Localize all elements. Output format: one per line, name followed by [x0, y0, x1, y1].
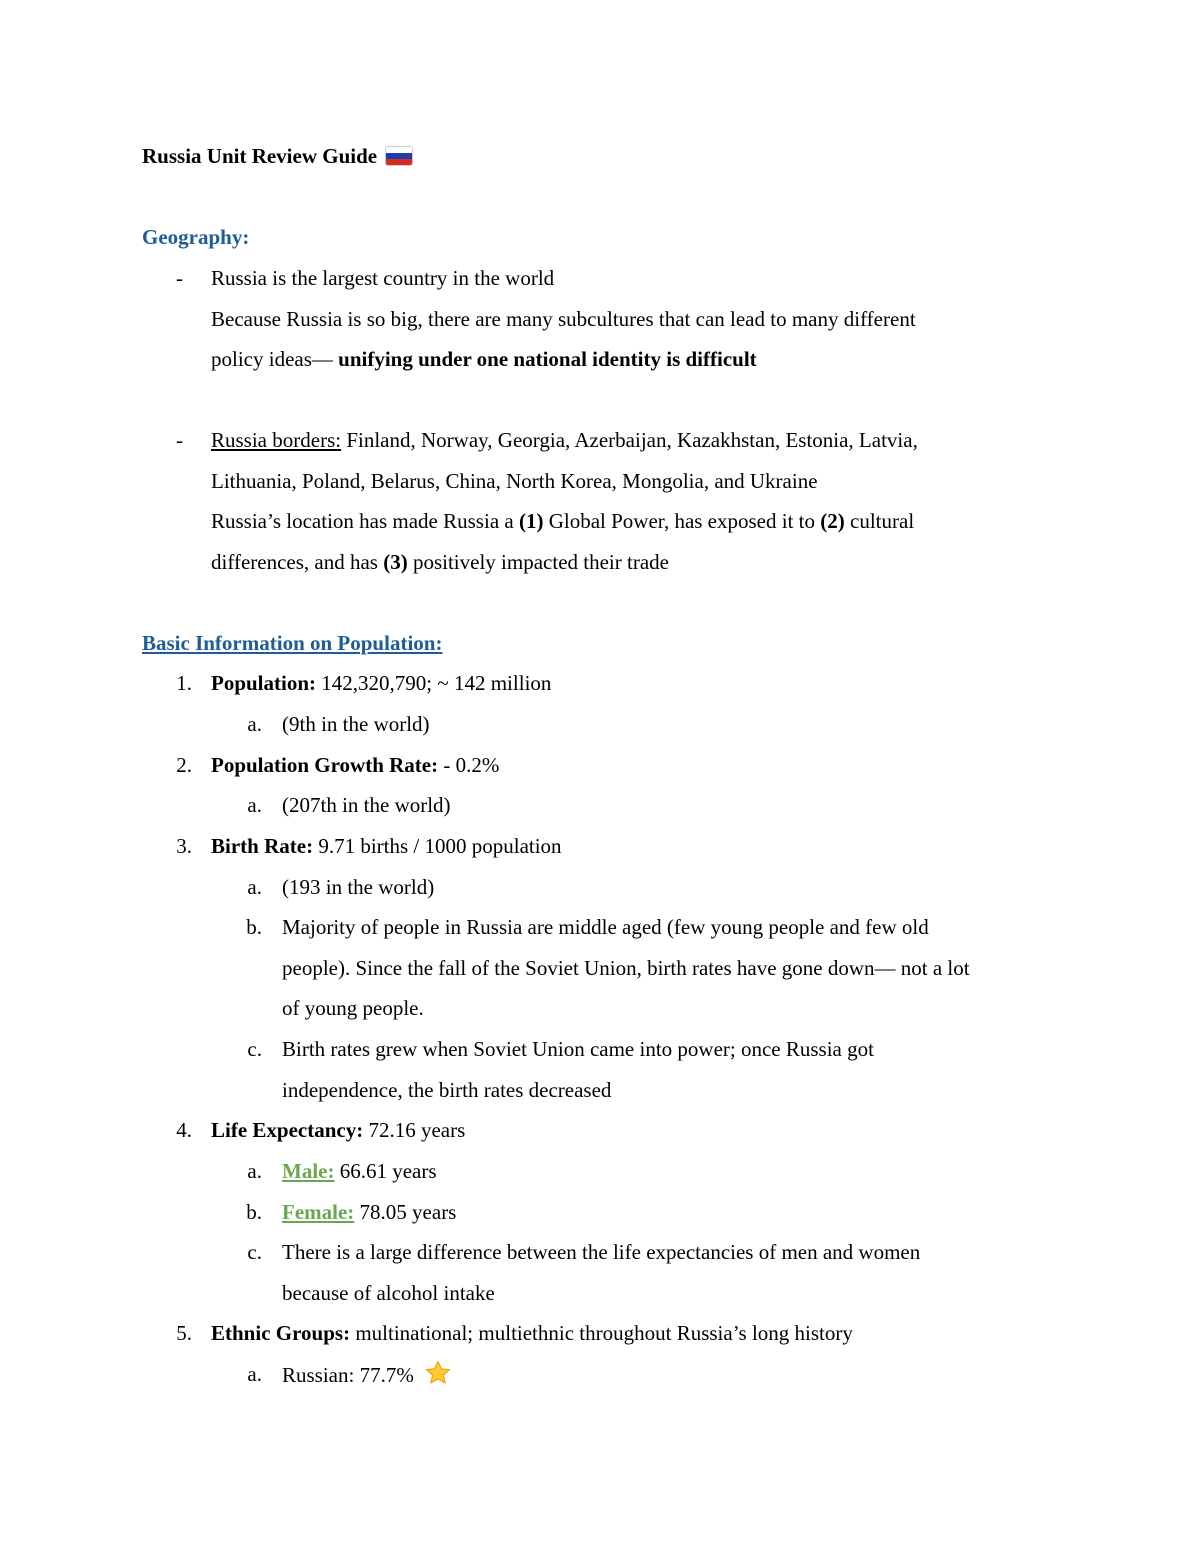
female-label: Female:: [282, 1200, 355, 1224]
geography-bullet-2-line-1: [211, 426, 918, 454]
list-item-life-expectancy: [211, 1116, 465, 1144]
sub-marker: c.: [247, 1037, 262, 1061]
number-marker: (1): [518, 509, 544, 533]
sub-marker: b.: [246, 1200, 262, 1224]
population-heading: Basic Information on Population:: [142, 631, 443, 655]
sub-item-text: Birth rates grew when Soviet Union came into power; once Russia got: [282, 1037, 874, 1061]
geography-bullet-1-line-1: Russia is the largest country in the world: [211, 266, 555, 290]
bold-text: unifying under one national identity is difficult: [338, 347, 757, 371]
sub-marker: b.: [246, 915, 262, 939]
sub-item-text: There is a large difference between the life expectancies of men and women: [282, 1240, 921, 1264]
sub-item-text: (9th in the world): [282, 712, 430, 736]
borders-list: Finland, Norway, Georgia, Azerbaijan, Kazakhstan, Estonia, Latvia,: [341, 428, 918, 452]
list-number: 1.: [176, 671, 192, 695]
list-number: 5.: [176, 1321, 192, 1345]
sub-marker: a.: [247, 793, 262, 817]
item-label: Population Growth Rate:: [211, 753, 439, 777]
female-value: 78.05 years: [354, 1200, 457, 1224]
sub-item-text: (193 in the world): [282, 875, 435, 899]
geography-bullet-2-line-2: Lithuania, Poland, Belarus, China, North Korea, Mongolia, and Ukraine: [211, 469, 818, 493]
item-value: 142,320,790; ~ 142 million: [316, 671, 552, 695]
item-label: Population:: [211, 671, 317, 695]
sub-marker: c.: [247, 1240, 262, 1264]
male-value: 66.61 years: [334, 1159, 437, 1183]
bullet-dash: -: [176, 428, 183, 452]
item-value: multinational; multiethnic throughout Russia’s long history: [350, 1321, 853, 1345]
sub-item-text: independence, the birth rates decreased: [282, 1078, 612, 1102]
sub-item-russian: [282, 1360, 451, 1389]
number-marker: (2): [820, 509, 845, 533]
list-number: 3.: [176, 834, 192, 858]
list-item-population: [211, 669, 551, 697]
item-label: Life Expectancy:: [211, 1118, 364, 1142]
geography-bullet-2-line-4: [211, 548, 669, 576]
geography-bullet-2-line-3: [211, 507, 914, 535]
sub-item-text: of young people.: [282, 996, 424, 1020]
sub-item-text: because of alcohol intake: [282, 1281, 495, 1305]
list-item-ethnic-groups: [211, 1319, 853, 1347]
sub-item-text: Russian: 77.7%: [282, 1363, 414, 1387]
star-icon: [425, 1360, 451, 1386]
sub-item-text: Majority of people in Russia are middle aged (few young people and few old: [282, 915, 929, 939]
item-value: 9.71 births / 1000 population: [313, 834, 562, 858]
text-segment: cultural: [844, 509, 915, 533]
number-marker: (3): [383, 550, 408, 574]
sub-marker: a.: [247, 1159, 262, 1183]
sub-item-text: people). Since the fall of the Soviet Union, birth rates have gone down— not a lot: [282, 956, 970, 980]
borders-label: Russia borders:: [211, 428, 342, 452]
list-item-growth-rate: [211, 751, 499, 779]
item-label: Birth Rate:: [211, 834, 314, 858]
list-number: 2.: [176, 753, 192, 777]
text-segment: differences, and has: [211, 550, 384, 574]
text-segment: positively impacted their trade: [407, 550, 669, 574]
text-segment: Russia’s location has made Russia a: [211, 509, 519, 533]
russia-flag-icon: [386, 147, 412, 165]
sub-marker: a.: [247, 1362, 262, 1386]
document-title: [142, 142, 412, 170]
geography-bullet-1-line-3: [211, 345, 757, 373]
title-text: Russia Unit Review Guide: [142, 144, 378, 168]
list-item-birth-rate: [211, 832, 562, 860]
sub-item-female: [282, 1198, 456, 1226]
male-label: Male:: [282, 1159, 335, 1183]
sub-marker: a.: [247, 712, 262, 736]
list-number: 4.: [176, 1118, 192, 1142]
text-segment: Global Power, has exposed it to: [543, 509, 821, 533]
plain-text: policy ideas—: [211, 347, 339, 371]
sub-item-text: (207th in the world): [282, 793, 451, 817]
geography-heading: Geography:: [142, 225, 250, 249]
item-value: 72.16 years: [363, 1118, 466, 1142]
bullet-dash: -: [176, 266, 183, 290]
geography-bullet-1-line-2: Because Russia is so big, there are many subcultures that can lead to many different: [211, 307, 916, 331]
item-value: - 0.2%: [438, 753, 500, 777]
item-label: Ethnic Groups:: [211, 1321, 351, 1345]
sub-marker: a.: [247, 875, 262, 899]
sub-item-male: [282, 1157, 437, 1185]
